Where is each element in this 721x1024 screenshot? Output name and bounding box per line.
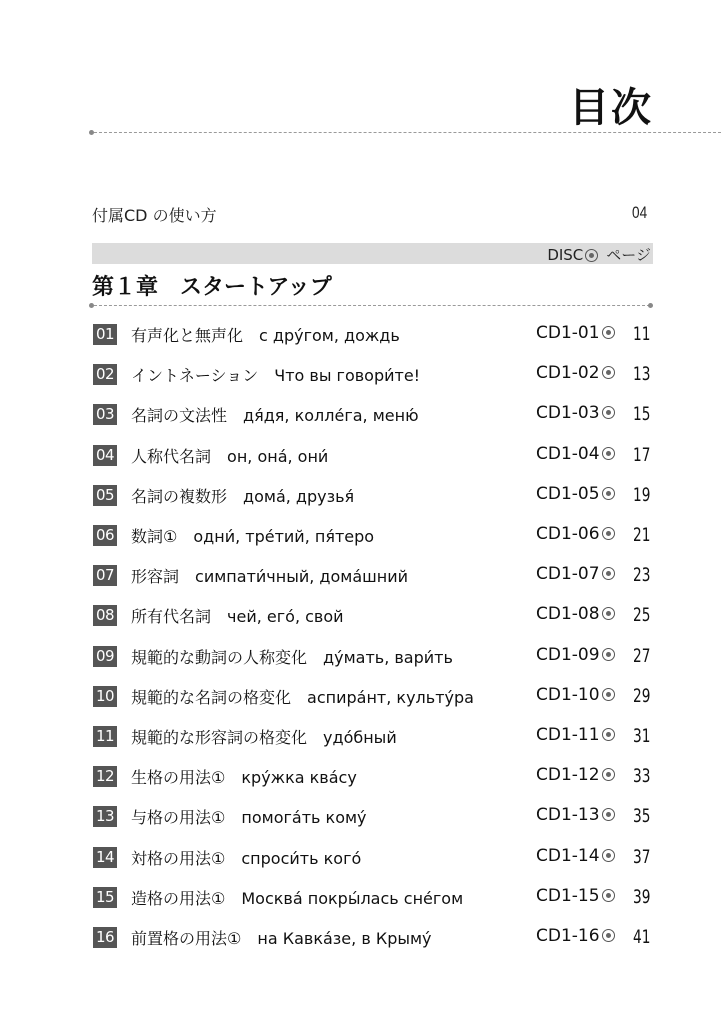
entry-title-ja: 人称代名詞 — [131, 446, 212, 466]
entry-cd-track — [536, 846, 615, 866]
entry-page-number: 15 — [633, 403, 651, 426]
entry-number-badge: 02 — [93, 364, 117, 385]
entry-title-ru: одни́, тре́тий, пя́теро — [193, 527, 375, 546]
disc-icon — [602, 326, 615, 339]
entry-spacer — [307, 728, 323, 747]
entry-title — [131, 604, 344, 627]
entry-number-badge: 03 — [93, 404, 117, 425]
entry-cd-track — [536, 524, 615, 544]
entry-page-number: 21 — [633, 524, 651, 546]
entry-cd-track — [536, 484, 615, 504]
entry-number-badge: 04 — [93, 445, 117, 466]
toc-entry[interactable] — [93, 845, 653, 869]
entry-number-badge: 06 — [93, 525, 117, 546]
disc-icon — [585, 249, 598, 262]
entry-page-number: 13 — [633, 363, 651, 386]
entry-spacer — [258, 366, 274, 385]
entry-number-badge: 07 — [93, 565, 117, 586]
entry-spacer — [227, 406, 243, 425]
cd-track-label: CD1-16 — [536, 926, 600, 946]
cd-track-label: CD1-01 — [536, 323, 600, 343]
entry-title-ru: спроси́ть кого́ — [241, 848, 362, 868]
entry-number-badge: 12 — [93, 766, 117, 787]
entry-title — [131, 846, 361, 869]
entry-title — [131, 645, 453, 668]
entry-number-badge: 10 — [93, 686, 117, 707]
page-title: 目次 — [569, 85, 653, 131]
toc-entry[interactable] — [93, 483, 653, 507]
cd-track-label: CD1-02 — [536, 363, 600, 384]
cd-track-label: CD1-11 — [536, 725, 600, 745]
entry-title-ja: 規範的な動詞の人称変化 — [131, 647, 308, 667]
entry-spacer — [211, 447, 227, 466]
chapter-heading: 第１章 スタートアップ — [92, 275, 332, 300]
entry-title-ru: ду́мать, вари́ть — [323, 647, 453, 667]
entry-spacer — [225, 849, 241, 868]
entry-title-ru: удо́бный — [323, 728, 397, 747]
disc-icon — [602, 366, 615, 379]
entry-page-number: 17 — [633, 443, 651, 466]
entry-title-ja: 規範的な形容詞の格変化 — [131, 728, 308, 747]
column-header-bar — [92, 243, 653, 264]
cd-track-label: CD1-08 — [536, 604, 600, 625]
entry-title-ru: кру́жка ква́су — [241, 768, 357, 788]
entry-title-ja: 与格の用法① — [131, 808, 226, 828]
entry-title-ja: 所有代名詞 — [131, 607, 212, 627]
toc-entry[interactable] — [93, 362, 653, 386]
toc-entry[interactable] — [93, 603, 653, 627]
intro-page-number: 04 — [632, 203, 648, 222]
toc-entry[interactable] — [93, 443, 653, 467]
entry-title — [131, 886, 463, 909]
entry-title-ru: на Кавка́зе, в Крыму́ — [257, 929, 432, 948]
entry-spacer — [177, 527, 193, 546]
toc-entry[interactable] — [93, 885, 653, 909]
divider-dot — [648, 303, 653, 308]
entry-title-ja: 造格の用法① — [131, 888, 226, 908]
toc-entry[interactable] — [93, 563, 653, 587]
cd-track-label: CD1-07 — [536, 564, 600, 585]
chapter-divider — [94, 305, 650, 306]
entry-number-badge: 13 — [93, 806, 117, 827]
entry-spacer — [225, 889, 241, 908]
entry-title — [131, 524, 374, 547]
entry-cd-track — [536, 363, 615, 383]
entry-title — [131, 805, 367, 828]
entry-title-ru: помога́ть кому́ — [241, 808, 367, 828]
intro-label: 付属CD の使い方 — [92, 206, 217, 225]
entry-cd-track — [536, 886, 615, 906]
entry-number-badge: 05 — [93, 485, 117, 506]
entry-title — [131, 926, 432, 949]
entry-cd-track — [536, 444, 615, 464]
cd-track-label: CD1-13 — [536, 805, 600, 826]
entry-page-number: 29 — [633, 684, 651, 707]
entry-page-number: 37 — [633, 845, 651, 868]
cd-track-label: CD1-06 — [536, 524, 600, 544]
cd-track-label: CD1-05 — [536, 483, 600, 504]
entry-title — [131, 725, 397, 748]
disc-icon — [602, 607, 615, 620]
entry-spacer — [307, 648, 323, 667]
entry-title-ja: 名詞の文法性 — [131, 406, 228, 426]
entry-cd-track — [536, 685, 615, 705]
entry-number-badge: 14 — [93, 847, 117, 868]
entry-title-ja: 数詞① — [131, 527, 178, 546]
page-label: ページ — [606, 246, 651, 264]
entry-page-number: 35 — [633, 805, 651, 828]
disc-icon — [602, 567, 615, 580]
cd-track-label: CD1-03 — [536, 403, 600, 424]
toc-entry[interactable] — [93, 724, 653, 748]
disc-icon — [602, 447, 615, 460]
entry-spacer — [211, 607, 227, 626]
entry-number-badge: 11 — [93, 726, 117, 747]
entry-title-ru: аспира́нт, культу́ра — [307, 687, 474, 707]
entry-spacer — [291, 688, 307, 707]
entry-title — [131, 444, 328, 467]
entry-cd-track — [536, 604, 615, 624]
entry-cd-track — [536, 765, 615, 785]
entry-cd-track — [536, 645, 615, 665]
disc-icon — [602, 889, 615, 902]
toc-entry[interactable] — [93, 764, 653, 788]
cd-track-label: CD1-10 — [536, 684, 600, 705]
entry-title-ru: чей, его́, свой — [227, 607, 344, 627]
toc-entry[interactable] — [93, 644, 653, 668]
entry-cd-track — [536, 725, 615, 745]
disc-icon — [602, 808, 615, 821]
entry-spacer — [243, 326, 259, 345]
disc-icon — [602, 849, 615, 862]
toc-entry[interactable] — [93, 402, 653, 426]
entry-number-badge: 09 — [93, 646, 117, 667]
entry-cd-track — [536, 403, 615, 423]
entry-number-badge: 16 — [93, 927, 117, 948]
entry-title — [131, 765, 357, 788]
entry-title — [131, 484, 354, 507]
entry-title-ja: 有声化と無声化 — [131, 326, 244, 345]
entry-page-number: 41 — [633, 926, 651, 948]
disc-label: DISC — [547, 246, 584, 264]
toc-entry[interactable] — [93, 523, 653, 547]
entry-number-badge: 15 — [93, 887, 117, 908]
entry-title-ja: 名詞の複数形 — [131, 486, 228, 506]
entry-cd-track — [536, 805, 615, 825]
title-divider — [94, 132, 721, 133]
cd-track-label: CD1-14 — [536, 845, 600, 866]
cd-track-label: CD1-12 — [536, 765, 600, 786]
toc-entry[interactable] — [93, 684, 653, 708]
entry-page-number: 33 — [633, 765, 651, 788]
entry-title — [131, 363, 420, 386]
entry-page-number: 11 — [633, 323, 651, 345]
disc-icon — [602, 728, 615, 741]
entry-title-ja: 形容詞 — [131, 567, 180, 587]
entry-page-number: 31 — [633, 725, 651, 747]
entry-cd-track — [536, 564, 615, 584]
disc-icon — [602, 688, 615, 701]
toc-entry[interactable] — [93, 804, 653, 828]
disc-icon — [602, 406, 615, 419]
toc-entry[interactable] — [93, 322, 653, 346]
entry-spacer — [225, 808, 241, 827]
entry-title — [131, 564, 408, 587]
disc-icon — [602, 527, 615, 540]
entry-title-ja: 生格の用法① — [131, 768, 226, 788]
entry-title — [131, 403, 419, 426]
entry-title-ru: с дру́гом, дождь — [259, 326, 400, 345]
entry-page-number: 39 — [633, 885, 651, 908]
entry-spacer — [179, 567, 195, 586]
entry-title-ja: イントネーション — [131, 366, 259, 386]
cd-track-label: CD1-04 — [536, 443, 600, 464]
entry-page-number: 25 — [633, 604, 651, 627]
entry-page-number: 23 — [633, 564, 651, 587]
cd-track-label: CD1-09 — [536, 644, 600, 665]
entry-number-badge: 08 — [93, 605, 117, 626]
entry-page-number: 27 — [633, 644, 651, 667]
disc-icon — [602, 487, 615, 500]
entry-spacer — [225, 768, 241, 787]
entry-cd-track — [536, 926, 615, 946]
entry-title-ja: 前置格の用法① — [131, 929, 242, 948]
entry-cd-track — [536, 323, 615, 343]
disc-icon — [602, 648, 615, 661]
entry-spacer — [241, 929, 257, 948]
entry-title — [131, 323, 400, 346]
cd-track-label: CD1-15 — [536, 885, 600, 906]
entry-title-ru: Москва́ покры́лась сне́гом — [241, 888, 464, 908]
entry-title-ru: Что вы говори́те! — [274, 366, 421, 386]
entry-title — [131, 685, 474, 708]
disc-icon — [602, 768, 615, 781]
entry-title-ja: 対格の用法① — [131, 848, 226, 868]
entry-number-badge: 01 — [93, 324, 117, 345]
entry-spacer — [227, 487, 243, 506]
entry-title-ja: 規範的な名詞の格変化 — [131, 687, 292, 707]
entry-title-ru: симпати́чный, дома́шний — [195, 567, 409, 587]
toc-entry[interactable] — [93, 925, 653, 949]
entry-title-ru: дя́дя, колле́га, меню́ — [243, 406, 419, 426]
column-header — [547, 244, 651, 265]
entry-title-ru: он, она́, они́ — [227, 446, 329, 466]
entry-title-ru: дома́, друзья́ — [243, 486, 355, 506]
disc-icon — [602, 929, 615, 942]
entry-page-number: 19 — [633, 483, 651, 506]
